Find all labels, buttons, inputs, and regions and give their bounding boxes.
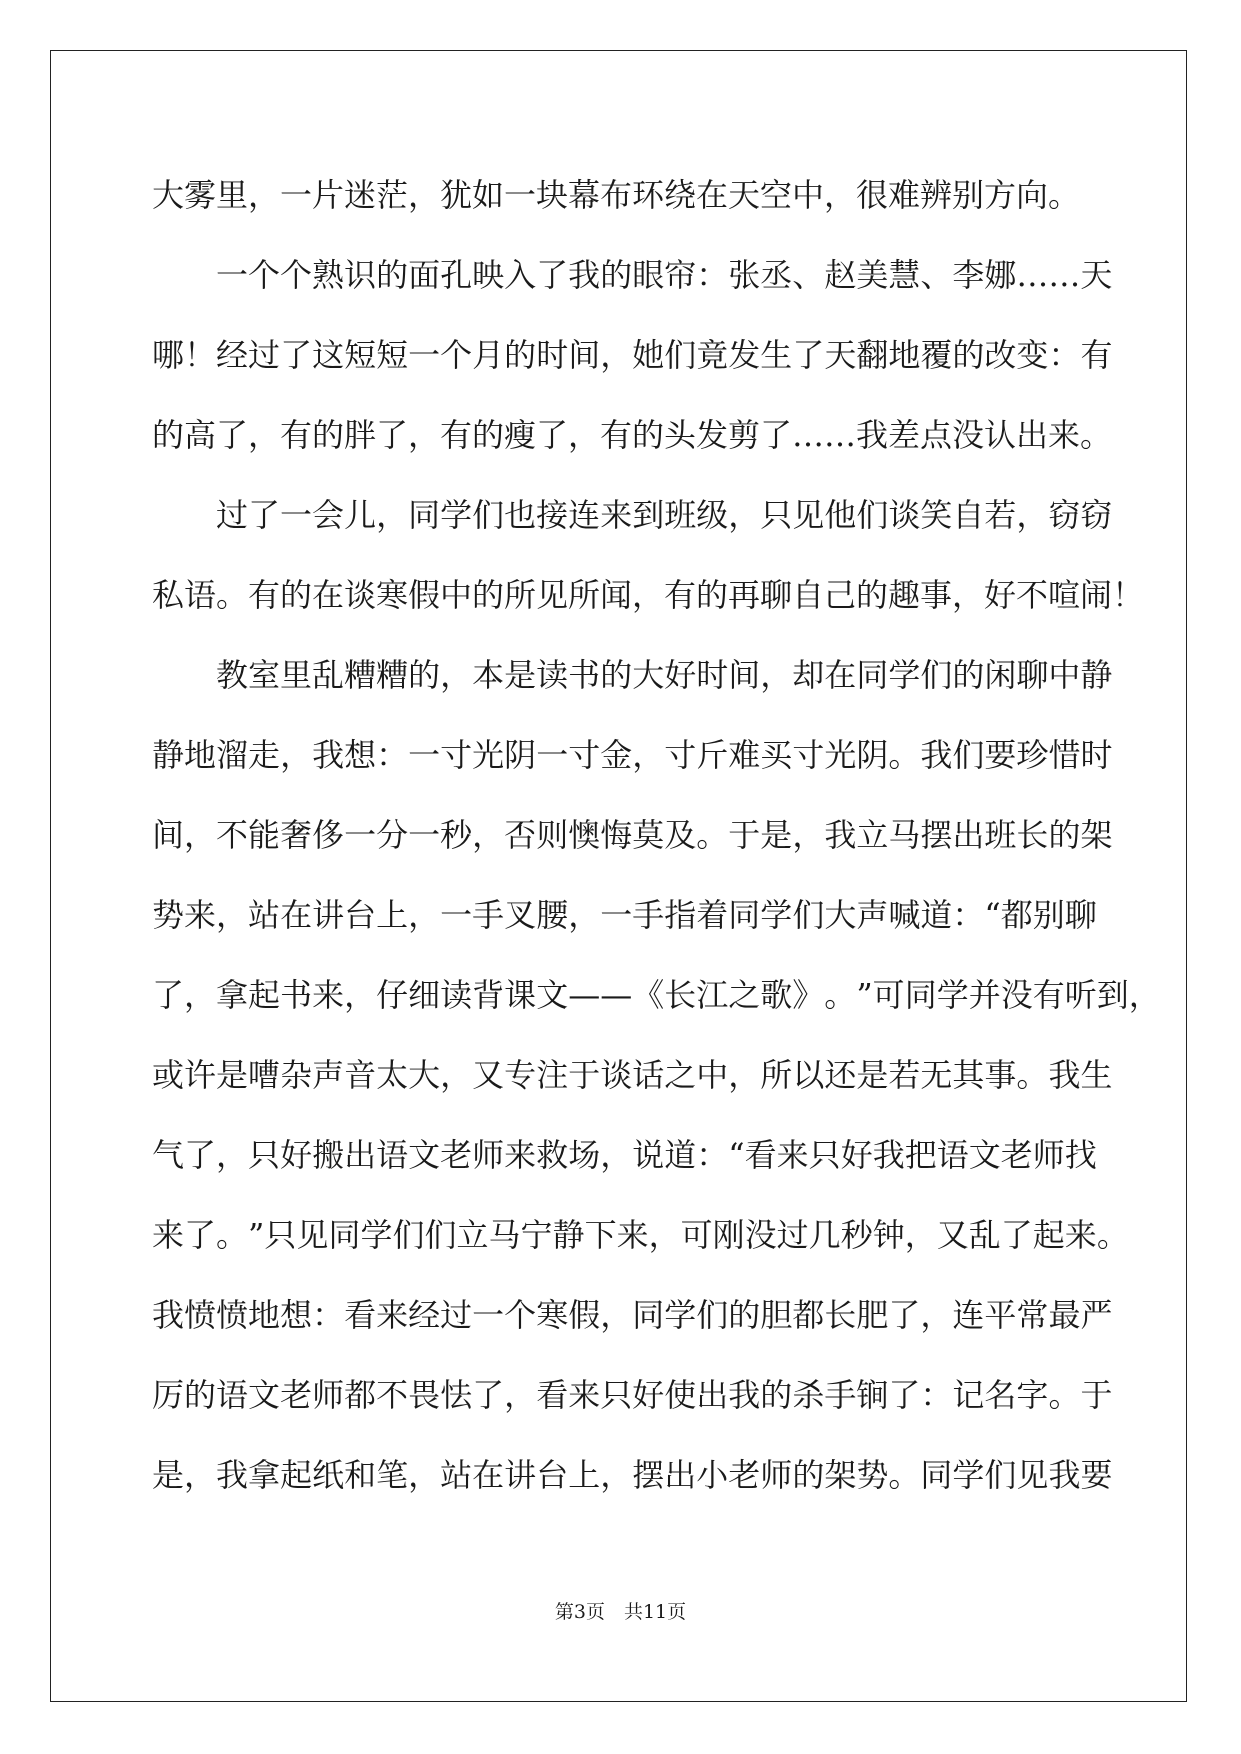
text-line: 或 许 是 嘈 杂 声 音 太 大 ， 又 专 注 于 谈 话 之 中 ， 所 以 还 是 若 无 其 事 。 我 生 <box>152 1056 1113 1094</box>
page-number: 第3页 共11页 <box>554 1601 687 1623</box>
text-line: 厉 的 语 文 老 师 都 不 畏 怯 了 ， 看 来 只 好 使 出 我 的 杀 手 锏 了 ： 记 名 字 。 于 <box>152 1376 1113 1414</box>
text-line: 势 来 ， 站 在 讲 台 上 ， 一 手 叉 腰 ， 一 手 指 着 同 学 们 大 声 喊 道 ： “ 都 别 聊 <box>152 896 1097 934</box>
text-line: 间 ， 不 能 奢 侈 一 分 一 秒 ， 否 则 懊 悔 莫 及 。 于 是 ， 我 立 马 摆 出 班 长 的 架 <box>152 816 1113 854</box>
document-body <box>152 155 1161 1515</box>
text-line: 静 地 溜 走 ， 我 想 ： 一 寸 光 阴 一 寸 金 ， 寸 斤 难 买 寸 光 阴 。 我 们 要 珍 惜 时 <box>152 736 1113 774</box>
text-line: 的高了，有的胖了，有的瘦了，有的头发剪了……我差点没认出来。 <box>152 416 1113 454</box>
text-line: 私语。有的在谈寒假中的所见所闻，有的再聊自己的趣事，好不喧闹！ <box>152 576 1145 614</box>
text-line: 过 了 一 会 儿 ， 同 学 们 也 接 连 来 到 班 级 ， 只 见 他 们 谈 笑 自 若 ， 窃 窃 <box>216 496 1113 534</box>
text-line: 是 ， 我 拿 起 纸 和 笔 ， 站 在 讲 台 上 ， 摆 出 小 老 师 的 架 势 。 同 学 们 见 我 要 <box>152 1456 1113 1494</box>
text-line: 一 个 个 熟 识 的 面 孔 映 入 了 我 的 眼 帘 ： 张 丞 、 赵 美 慧 、 李 娜 … … 天 <box>216 256 1113 294</box>
text-line: 了 ， 拿 起 书 来 ， 仔 细 读 背 课 文 — — 《 长 江 之 歌 》 。 ” 可 同 学 并 没 有 听 到 ， <box>152 976 1161 1014</box>
text-line: 我 愤 愤 地 想 ： 看 来 经 过 一 个 寒 假 ， 同 学 们 的 胆 都 长 肥 了 ， 连 平 常 最 严 <box>152 1296 1113 1334</box>
text-line: 来 了 。 ” 只 见 同 学 们 们 立 马 宁 静 下 来 ， 可 刚 没 过 几 秒 钟 ， 又 乱 了 起 来 。 <box>152 1216 1129 1254</box>
text-line: 大雾里，一片迷茫，犹如一块幕布环绕在天空中，很难辨别方向。 <box>152 176 1081 214</box>
text-line: 教 室 里 乱 糟 糟 的 ， 本 是 读 书 的 大 好 时 间 ， 却 在 同 学 们 的 闲 聊 中 静 <box>216 656 1113 694</box>
text-line: 气 了 ， 只 好 搬 出 语 文 老 师 来 救 场 ， 说 道 ： “ 看 来 只 好 我 把 语 文 老 师 找 <box>152 1136 1097 1174</box>
text-line: 哪 ！ 经 过 了 这 短 短 一 个 月 的 时 间 ， 她 们 竟 发 生 了 天 翻 地 覆 的 改 变 ： 有 <box>152 336 1113 374</box>
